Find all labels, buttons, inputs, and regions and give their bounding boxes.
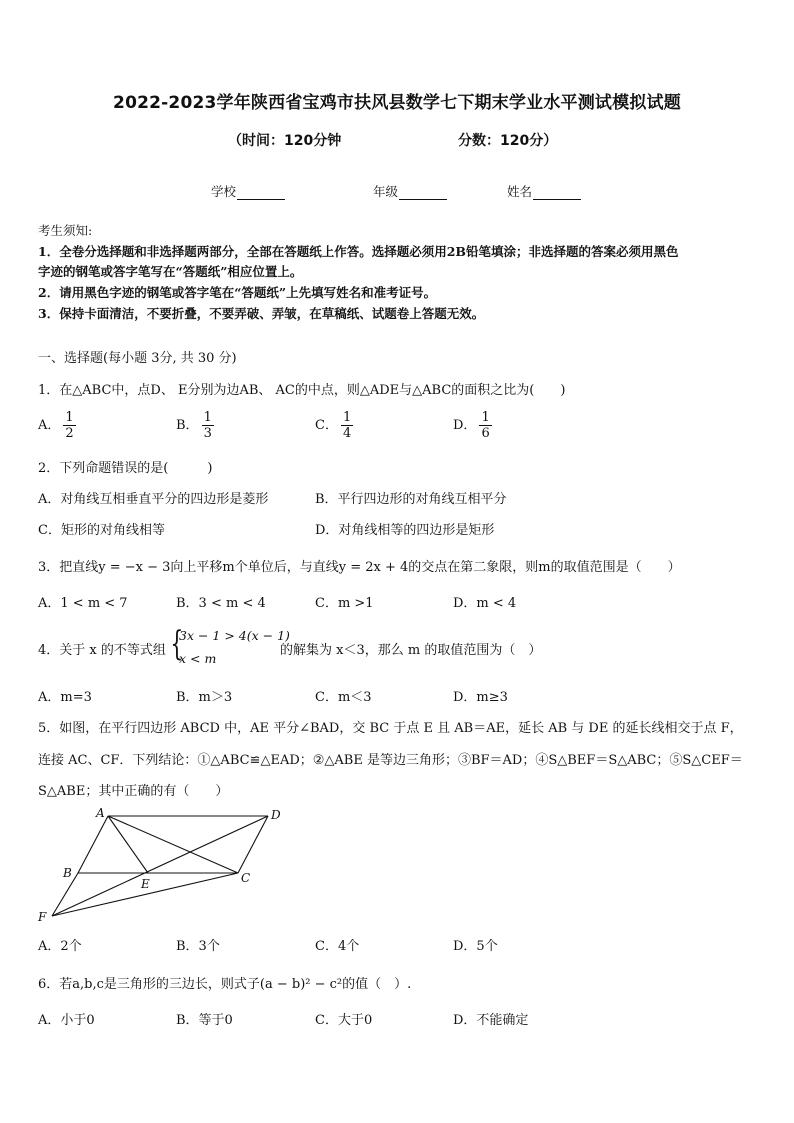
q1-option-a: A． $\frac{1}{2}$ (38, 410, 74, 441)
q5-option-c: C．4个 (315, 939, 360, 954)
question-2-stem: 2．下列命题错误的是( ) (38, 461, 213, 476)
name-blank (533, 186, 581, 200)
q2-option-d: D．对角线相等的四边形是矩形 (315, 523, 495, 538)
question-5-line-3: S△ABE；其中正确的有（ ） (38, 784, 229, 799)
q4-option-a: A．m=3 (38, 690, 92, 705)
q2-option-a: A．对角线互相垂直平分的四边形是菱形 (38, 492, 269, 507)
system-line-1: 3x − 1 > 4(x − 1) (179, 628, 290, 643)
exam-title: 2022-2023学年陕西省宝鸡市扶风县数学七下期末学业水平测试模拟试题 (113, 93, 681, 113)
notice-item-3: 3．保持卡面清洁，不要折叠，不要弄破、弄皱，在草稿纸、试题卷上答题无效。 (38, 306, 485, 321)
q1-option-b: B． $\frac{1}{3}$ (176, 410, 212, 441)
q1-option-c: C． $\frac{1}{4}$ (315, 410, 352, 441)
fraction: $\frac{1}{4}$ (342, 410, 352, 441)
name-label: 姓名 (507, 184, 533, 199)
q6-option-a: A．小于0 (38, 1013, 95, 1028)
label-a: A (96, 806, 105, 820)
question-3-stem: 3．把直线y = −x − 3向上平移m个单位后，与直线y = 2x + 4的交点在第二象限，则m的取值范围是（ ） (38, 560, 681, 575)
q3-option-c: C．m >1 (315, 596, 374, 611)
q4-option-c: C．m＜3 (315, 690, 372, 705)
notice-item-1: 1．全卷分选择题和非选择题两部分，全部在答题纸上作答。选择题必须用2B铅笔填涂；非选择题的答案必须用黑色 (38, 244, 679, 259)
school-blank (237, 186, 285, 200)
school-field (211, 182, 285, 200)
q6-option-c: C．大于0 (315, 1013, 373, 1028)
q1-option-d: D． $\frac{1}{6}$ (453, 410, 490, 441)
q2-option-c: C．矩形的对角线相等 (38, 523, 165, 538)
label-b: B (63, 866, 72, 880)
q3-option-d: D．m < 4 (453, 596, 517, 611)
q4-option-b: B．m＞3 (176, 690, 233, 705)
parallelogram-figure (30, 800, 300, 925)
question-5-line-1: 5．如图，在平行四边形 ABCD 中，AE 平分∠BAD，交 BC 于点 E 且 AB＝AE，延长 AB 与 DE 的延长线相交于点 F， (38, 721, 743, 736)
system-line-2: x < m (179, 651, 217, 666)
grade-blank (399, 186, 447, 200)
notice-item-1-cont: 字迹的钢笔或答字笔写在“答题纸”相应位置上。 (38, 264, 303, 279)
q3-option-b: B．3 < m < 4 (176, 596, 266, 611)
question-4-stem-post: 的解集为 x＜3，那么 m 的取值范围为（ ） (280, 643, 542, 658)
q4-option-d: D．m≥3 (453, 690, 508, 705)
grade-field (373, 182, 447, 200)
notice-item-2: 2．请用黑色字迹的钢笔或答字笔在“答题纸”上先填写姓名和准考证号。 (38, 285, 437, 300)
label-e: E (141, 877, 150, 891)
label-d: D (271, 808, 281, 822)
q6-option-d: D．不能确定 (453, 1013, 529, 1028)
exam-time: （时间：120分钟 (228, 133, 342, 149)
grade-label: 年级 (373, 184, 399, 199)
question-4-stem-pre: 4．关于 x 的不等式组 (38, 643, 166, 658)
q5-option-a: A．2个 (38, 939, 82, 954)
q6-option-b: B．等于0 (176, 1013, 233, 1028)
section-heading: 一、选择题(每小题 3分, 共 30 分) (38, 351, 237, 366)
q3-option-a: A．1 < m < 7 (38, 596, 128, 611)
notice-heading: 考生须知: (38, 223, 93, 238)
label-f: F (38, 910, 47, 924)
q5-option-b: B．3个 (176, 939, 220, 954)
school-label: 学校 (211, 184, 237, 199)
label-c: C (241, 871, 251, 885)
exam-score: 分数：120分） (458, 133, 558, 149)
name-field (507, 182, 581, 200)
fraction: $\frac{1}{6}$ (481, 410, 490, 441)
question-1-stem: 1．在△ABC中，点D、 E分别为边AB、 AC的中点，则△ADE与△ABC的面积之比为( ) (38, 383, 566, 398)
fraction: $\frac{1}{3}$ (203, 410, 212, 441)
q5-option-d: D．5个 (453, 939, 498, 954)
question-5-line-2: 连接 AC、CF．下列结论：①△ABC≌△EAD；②△ABE 是等边三角形；③BF＝AD；④S△BEF＝S△ABC；⑤S△CEF＝ (38, 753, 743, 768)
question-6-stem: 6．若a,b,c是三角形的三边长，则式子(a − b)² − c²的值（ ）. (38, 977, 412, 992)
q2-option-b: B．平行四边形的对角线互相平分 (315, 492, 507, 507)
fraction: $\frac{1}{2}$ (65, 410, 74, 441)
system-brace: { (170, 624, 184, 664)
